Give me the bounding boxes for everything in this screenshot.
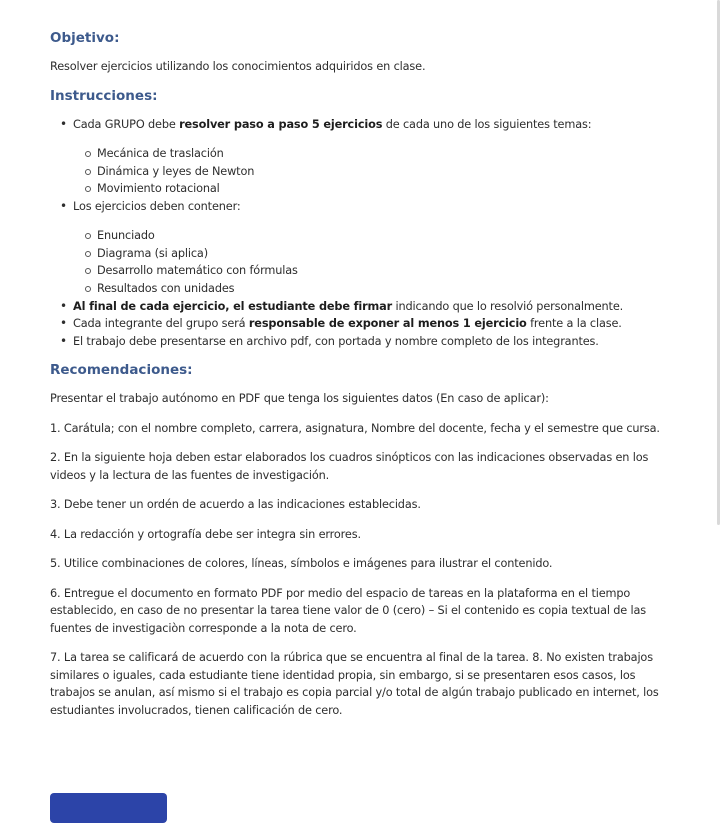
instruction-text: frente a la clase.: [526, 317, 622, 331]
topic-item: Movimiento rotacional: [73, 180, 675, 198]
instruction-text: Cada GRUPO debe: [73, 117, 180, 131]
content-item: Diagrama (si aplica): [73, 245, 675, 263]
instruction-item: [50, 198, 675, 298]
recommendation-item: 1. Carátula; con el nombre completo, carrera, asignatura, Nombre del docente, fecha y el semestre que cursa.: [50, 421, 660, 435]
instruction-item: [50, 116, 675, 198]
instructions-list: [50, 116, 675, 351]
recommendation-item: 3. Debe tener un ordén de acuerdo a las indicaciones establecidas.: [50, 498, 421, 512]
recommendation-item: 5. Utilice combinaciones de colores, líneas, símbolos e imágenes para ilustrar el contenido.: [50, 557, 553, 571]
topic-item: Dinámica y leyes de Newton: [73, 163, 675, 181]
instruction-bold-text: resolver paso a paso 5 ejercicios: [179, 117, 383, 131]
contents-list: [73, 227, 675, 297]
content-item: Desarrollo matemático con fórmulas: [73, 262, 675, 280]
instruction-item: [50, 315, 675, 333]
instruction-item: [50, 298, 675, 316]
objective-text: Resolver ejercicios utilizando los conocimientos adquiridos en clase.: [50, 60, 426, 73]
content-item: Enunciado: [73, 227, 675, 245]
instruction-text: Los ejercicios deben contener:: [73, 199, 241, 213]
instruction-bold-text: responsable de exponer al menos 1 ejercicio: [248, 317, 527, 331]
instruction-text: indicando que lo resolvió personalmente.: [392, 299, 624, 313]
instruction-item: • El trabajo debe presentarse en archivo pdf, con portada y nombre completo de los integrantes.: [50, 333, 675, 351]
objective-heading: Objetivo:: [50, 30, 120, 46]
recommendation-item: 6. Entregue el documento en formato PDF por medio del espacio de tareas en la plataforma en el tiempo establecido, en caso de no presentar la tarea tiene valor de 0 (cero) – Si el contenido es copia textual de las fuentes de investigaciòn corresponde a la nota de cero.: [50, 586, 647, 635]
submit-button[interactable]: [50, 793, 167, 823]
recommendations-heading: Recomendaciones:: [50, 362, 193, 379]
instruction-text: Cada integrante del grupo será: [73, 317, 249, 331]
topics-list: [73, 145, 675, 198]
recommendation-item: 4. La redacción y ortografía debe ser integra sin errores.: [50, 527, 361, 541]
recommendation-item: 2. En la siguiente hoja deben estar elaborados los cuadros sinópticos con las indicaciones observadas en los videos y la lectura de las fuentes de investigación.: [50, 451, 649, 482]
recommendation-item: 7. La tarea se calificará de acuerdo con la rúbrica que se encuentra al final de la tarea. 8. No existen trabajos similares o iguales, cada estudiante tiene identidad propia, sin embargo, si se presentaren esos casos, los trabajos se anulan, así mismo si el trabajo es copia parcial y/o total de algún trabajo publicado en internet, los estudiantes involucrados, tienen calificación de cero.: [50, 651, 659, 717]
assignment-content: [50, 30, 675, 731]
recommendations-intro: Presentar el trabajo autónomo en PDF que tenga los siguientes datos (En caso de aplicar):: [50, 392, 549, 406]
instruction-bold-text: Al final de cada ejercicio, el estudiante debe firmar: [73, 299, 393, 313]
topic-item: Mecánica de traslación: [73, 145, 675, 163]
instruction-text: de cada uno de los siguientes temas:: [382, 117, 592, 131]
instructions-heading: Instrucciones:: [50, 87, 158, 104]
content-item: Resultados con unidades: [73, 280, 675, 298]
